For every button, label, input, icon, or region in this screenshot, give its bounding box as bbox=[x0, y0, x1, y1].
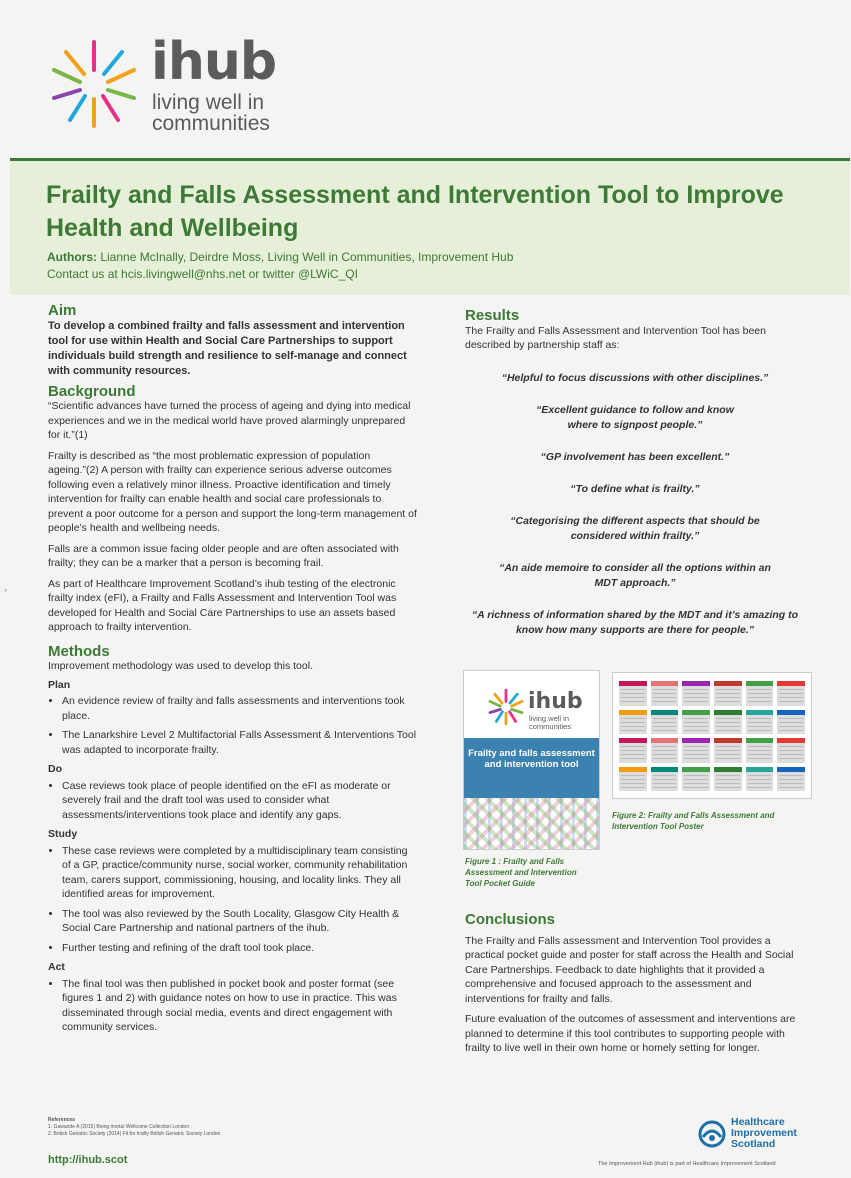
figure-1-caption: Figure 1 : Frailty and Falls Assessment and Intervention Tool Pocket Guide bbox=[465, 857, 577, 888]
poster-cell bbox=[746, 738, 774, 763]
conclusions-paragraph: The Frailty and Falls assessment and Intervention Tool provides a practical pocket guide and poster for staff across the Health and Social Care Partnerships. Feedback to date highlights that it provided a comprehensive and focused approach to the assessment and interventions for frailty and falls. bbox=[465, 934, 794, 1005]
aim-heading: Aim bbox=[48, 302, 77, 319]
plan-list bbox=[48, 694, 418, 757]
cover-title: Frailty and falls assessment and intervention tool bbox=[468, 748, 595, 770]
poster-cell bbox=[777, 738, 805, 763]
conclusions-section bbox=[465, 913, 800, 1062]
poster-cell bbox=[651, 681, 679, 706]
figure-2-caption: Figure 2: Frailty and Falls Assessment and Intervention Tool Poster bbox=[612, 811, 775, 831]
poster-cell bbox=[682, 710, 710, 735]
poster-cell bbox=[714, 738, 742, 763]
results-heading: Results bbox=[465, 307, 520, 324]
list-item: • The final tool was then published in pocket book and poster format (see figures 1 and 2) with guidance notes on how to use in practice. This was disseminated through social media, events and direct engagement with community services. bbox=[62, 977, 418, 1035]
poster-cell bbox=[619, 738, 647, 763]
background-paragraph: Falls are a common issue facing older people and are often associated with frailty; they can be a marker that a person is becoming frail. bbox=[48, 542, 399, 569]
poster-title: Frailty and Falls Assessment and Intervention Tool to Improve Health and Wellbeing bbox=[46, 181, 784, 242]
right-column bbox=[465, 309, 805, 655]
poster-cell bbox=[777, 767, 805, 792]
his-line: Improvement bbox=[731, 1127, 797, 1139]
reference-item: 2. British Geriatric Society (2014) Fit for frailty British Geriatric Society London bbox=[48, 1131, 221, 1137]
list-item: • Further testing and refining of the draft tool took place. bbox=[62, 941, 418, 956]
cover-wordmark: ihub bbox=[528, 689, 583, 714]
his-line: Healthcare bbox=[731, 1116, 785, 1128]
poster-cell bbox=[651, 710, 679, 735]
do-label: Do bbox=[48, 763, 62, 775]
starburst-logo-icon bbox=[486, 687, 526, 727]
logo-subtitle bbox=[152, 92, 270, 134]
list-item: • The Lanarkshire Level 2 Multifactorial Falls Assessment & Interventions Tool was adapted to incorporate frailty. bbox=[62, 728, 418, 757]
poster-cell bbox=[682, 681, 710, 706]
logo-wordmark: ihub bbox=[151, 32, 277, 92]
act-label: Act bbox=[48, 961, 65, 973]
conclusions-paragraph: Future evaluation of the outcomes of assessment and interventions are planned to determine if this tool contributes to supporting people with frailty to live well in their own home or homely setting for longer. bbox=[465, 1013, 796, 1054]
figure-2-poster-thumbnail bbox=[612, 672, 812, 799]
list-item: • The tool was also reviewed by the South Locality, Glasgow City Health & Social Care Partnership and national partners of the ihub. bbox=[62, 907, 418, 936]
quote: “Categorising the different aspects that should be considered within frailty.” bbox=[510, 514, 760, 542]
starburst-logo-icon bbox=[44, 34, 144, 134]
results-intro: The Frailty and Falls Assessment and Intervention Tool has been described by partnership staff as: bbox=[465, 324, 766, 351]
background-heading: Background bbox=[48, 382, 136, 400]
poster-cell bbox=[682, 767, 710, 792]
quote: “GP involvement has been excellent.” bbox=[540, 450, 730, 463]
his-logo bbox=[697, 1117, 817, 1153]
cover-subtitle: living well in communities bbox=[529, 714, 572, 731]
poster-grid bbox=[619, 681, 805, 791]
title-band bbox=[10, 158, 850, 295]
quote: “To define what is frailty.” bbox=[570, 482, 700, 495]
figure-1-pocket-guide bbox=[463, 670, 600, 850]
margin-mark: ◦ bbox=[4, 585, 8, 595]
reference-item: 1. Gawande A (2015) Being mortal Wellcome Collection London bbox=[48, 1124, 190, 1130]
study-list bbox=[48, 844, 418, 956]
methods-heading: Methods bbox=[48, 642, 110, 660]
quote: “An aide memoire to consider all the options within an MDT approach.” bbox=[499, 561, 771, 589]
authors-names: Lianne McInally, Deirdre Moss, Living Well in Communities, Improvement Hub bbox=[97, 250, 514, 264]
footer-note: The Improvement Hub (ihub) is part of Healthcare Improvement Scotland bbox=[598, 1161, 776, 1167]
act-list bbox=[48, 977, 418, 1035]
cover-title-bar bbox=[464, 738, 599, 798]
background-paragraph: As part of Healthcare Improvement Scotland’s ihub testing of the electronic frailty index (eFI), a Frailty and Falls Assessment and Intervention Tool was developed for Health and Social Care Partnerships to use an assets based approach to frailty intervention. bbox=[48, 577, 397, 633]
background-paragraph: Frailty is described as “the most problematic expression of population ageing.”(2) A person with frailty can experience serious adverse outcomes following even a relatively minor illness. Proactive identification and timely intervention for frailty can enable health and social care professionals to prevent a poor outcome for a person and support the long-term management of people’s health and wellbeing needs. bbox=[48, 449, 417, 534]
poster-cell bbox=[651, 767, 679, 792]
references bbox=[48, 1117, 220, 1138]
website-link[interactable]: http://ihub.scot bbox=[48, 1154, 128, 1166]
authors-block bbox=[47, 249, 513, 283]
ihub-logo bbox=[44, 32, 304, 142]
quote: “Helpful to focus discussions with other disciplines.” bbox=[501, 371, 769, 384]
poster-cell bbox=[777, 710, 805, 735]
poster-cell bbox=[714, 681, 742, 706]
list-item: • Case reviews took place of people identified on the eFI as moderate or severely frail and the draft tool was used to consider what assessments/interventions took place and identify any gaps. bbox=[62, 779, 418, 823]
his-line: Scotland bbox=[731, 1138, 776, 1150]
do-list bbox=[48, 779, 418, 823]
poster-cell bbox=[746, 767, 774, 792]
contact-line[interactable]: Contact us at hcis.livingwell@nhs.net or twitter @LWiC_QI bbox=[47, 267, 358, 281]
poster-cell bbox=[746, 681, 774, 706]
study-label: Study bbox=[48, 828, 78, 840]
poster-cell bbox=[714, 767, 742, 792]
poster-cell bbox=[682, 738, 710, 763]
methods-intro: Improvement methodology was used to develop this tool. bbox=[48, 660, 313, 672]
poster-cell bbox=[746, 710, 774, 735]
references-label: References bbox=[48, 1117, 75, 1123]
cover-pattern bbox=[464, 798, 599, 849]
background-paragraph: “Scientific advances have turned the process of ageing and dying into medical experiences and we in the medical world have proved alarmingly unprepared for it.”(1) bbox=[48, 400, 411, 441]
list-item: • An evidence review of frailty and falls assessments and interventions took place. bbox=[62, 694, 418, 723]
quote: “Excellent guidance to follow and know where to signpost people.” bbox=[536, 403, 734, 431]
poster-cell bbox=[619, 767, 647, 792]
quotes-list bbox=[465, 371, 805, 638]
plan-label: Plan bbox=[48, 678, 71, 691]
list-item: • These case reviews were completed by a multidisciplinary team consisting of a GP, practice/community nurse, social worker, community rehabilitation team, carers support, commissioning, housing, and locality links. They all identified areas for improvement. bbox=[62, 844, 418, 902]
poster-cell bbox=[714, 710, 742, 735]
conclusions-heading: Conclusions bbox=[465, 911, 556, 928]
poster-cell bbox=[777, 681, 805, 706]
logo-sub-line: living well in bbox=[152, 91, 265, 114]
his-wordmark bbox=[731, 1117, 797, 1150]
logo-sub-line: communities bbox=[152, 112, 270, 135]
poster-cell bbox=[651, 738, 679, 763]
left-column bbox=[48, 304, 418, 1040]
authors-line bbox=[47, 249, 513, 266]
quote: “A richness of information shared by the MDT and it’s amazing to know how many supports are there for people.” bbox=[471, 608, 799, 636]
poster-cell bbox=[619, 710, 647, 735]
aim-text: To develop a combined frailty and falls assessment and intervention tool for use within Health and Social Care Partnerships to support individuals build strength and resilience to self-manage and connect with community resources. bbox=[48, 319, 407, 377]
his-swirl-icon bbox=[697, 1119, 727, 1149]
authors-label: Authors: bbox=[47, 250, 97, 264]
poster-cell bbox=[619, 681, 647, 706]
